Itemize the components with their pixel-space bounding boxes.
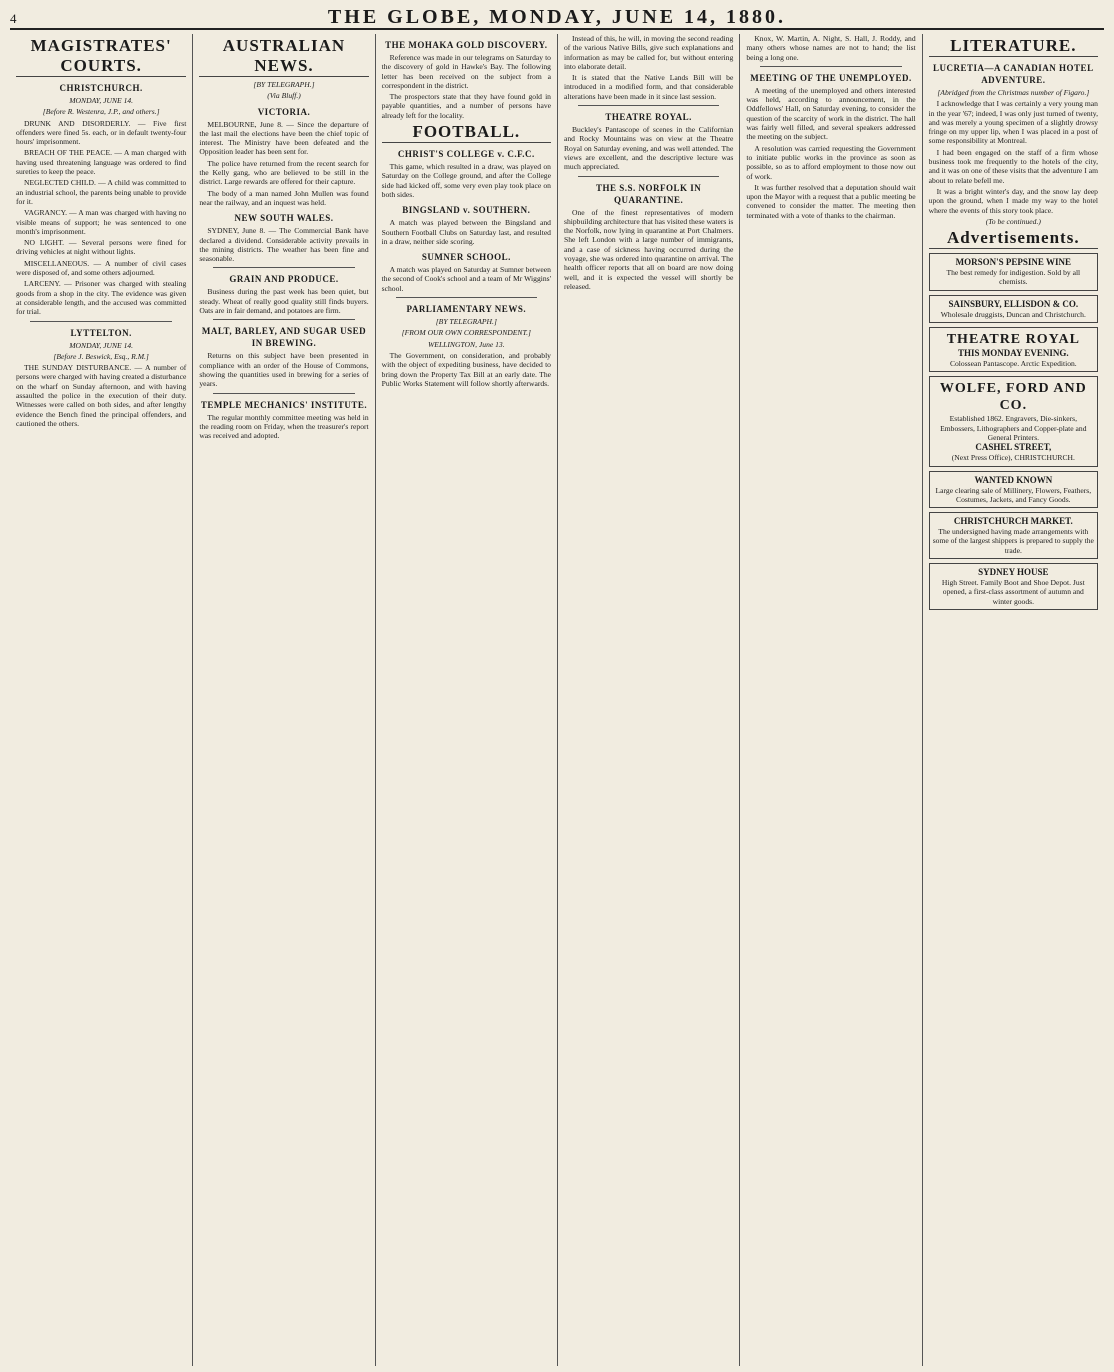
ad-text: The undersigned having made arrangements with some of the largest shippers is prepared to supply the trade. xyxy=(932,527,1094,555)
continued-note: (To be continued.) xyxy=(985,216,1041,226)
divider xyxy=(578,176,719,177)
paragraph: NEGLECTED CHILD. — A child was committed to an industrial school, the parents being unable to provide for it. xyxy=(16,178,187,206)
paragraph: A resolution was carried requesting the Government to initiate public works in the province as soon as possible, so as to afford employment to those now out of work. xyxy=(746,143,916,181)
sub-heading: PARLIAMENTARY NEWS. xyxy=(406,304,527,315)
ad-text: Colossean Pantascope. Arctic Expedition. xyxy=(949,359,1077,369)
paragraph: The police have returned from the recent search for the Kelly gang, who are believed to be still in the district. Large rewards are offered for their capture. xyxy=(199,158,369,187)
column-4 xyxy=(557,34,739,1366)
divider xyxy=(578,105,719,106)
sub-heading: THE MOHAKA GOLD DISCOVERY. xyxy=(385,40,548,50)
paragraph: It was a bright winter's day, and the snow lay deep upon the ground, when I made my way to the hotel where the events of this story took place. xyxy=(928,186,1098,215)
ad-text: Established 1862. Engravers, Die-sinkers, Embossers, Lithographers and Copper-plate and General Printers. xyxy=(940,414,1087,442)
masthead xyxy=(10,6,1104,30)
column-5 xyxy=(739,34,921,1366)
sub-heading: TEMPLE MECHANICS' INSTITUTE. xyxy=(200,399,368,410)
paragraph: It is stated that the Native Lands Bill will be introduced in a modified form, and that considerable alterations have been made in it since last session. xyxy=(563,73,734,101)
date-line: MONDAY, JUNE 14. xyxy=(69,96,134,105)
sub-heading: NEW SOUTH WALES. xyxy=(234,213,334,224)
columns xyxy=(10,34,1104,1366)
column-2 xyxy=(192,34,374,1366)
newspaper-title: THE GLOBE, MONDAY, JUNE 14, 1880. xyxy=(327,6,787,28)
paragraph: It was further resolved that a deputation should wait upon the Mayor with a request that a public meeting be convened to consider the matter. The meeting then terminated with a vote of thanks to the chairman. xyxy=(746,182,916,220)
advertisement xyxy=(929,253,1098,291)
paragraph: BREACH OF THE PEACE. — A man charged with having used threatening language was ordered to find sureties to keep the peace. xyxy=(16,148,187,177)
ad-title: SYDNEY HOUSE xyxy=(978,567,1049,578)
paragraph: THE SUNDAY DISTURBANCE. — A number of persons were charged with having created a disturbance on the wharf on Sunday afternoon, and with having assaulted the police in the execution of their duty. Witnesses were called on both sides, and after lengthy evidence the Bench fined the principal offenders, and cautioned the others. xyxy=(16,363,187,428)
paragraph: DRUNK AND DISORDERLY. — Five first offenders were fined 5s. each, or in default twenty-four hours' imprisonment. xyxy=(16,118,187,147)
date-line: WELLINGTON, June 13. xyxy=(427,339,505,349)
byline: [FROM OUR OWN CORRESPONDENT.] xyxy=(401,328,531,338)
via-line: (Via Bluff.) xyxy=(267,91,301,101)
paragraph: MISCELLANEOUS. — A number of civil cases were disposed of, and some others adjourned. xyxy=(16,258,187,278)
paragraph: Business during the past week has been quiet, but steady. Wheat of really good quality still finds buyers. Oats are in fair demand, and potatoes are firm. xyxy=(199,287,369,316)
paragraph: Buckley's Pantascope of scenes in the Californian and Rocky Mountains was on view at the Theatre Royal on Saturday evening, and was well attended. The views are excellent, and the descriptive lecture was much appreciated. xyxy=(563,125,734,172)
sub-heading: GRAIN AND PRODUCE. xyxy=(229,274,339,285)
divider xyxy=(213,267,354,268)
sub-heading: THE S.S. NORFOLK IN QUARANTINE. xyxy=(596,182,702,205)
paragraph: I had been engaged on the staff of a firm whose business took me frequently to the hotels of the city, and it was on one of these visits that the adventure I am about to relate befell me. xyxy=(928,147,1098,185)
page-number: 4 xyxy=(10,11,17,26)
divider xyxy=(213,393,354,394)
ad-title: SAINSBURY, ELLISDON & CO. xyxy=(948,298,1079,309)
section-heading: LITERATURE. xyxy=(929,36,1098,57)
sub-heading: THEATRE ROYAL. xyxy=(605,112,692,123)
paragraph: NO LIGHT. — Several persons were fined for driving vehicles at night without lights. xyxy=(16,238,187,257)
ad-text: High Street. Family Boot and Shoe Depot. Just opened, a first-class assortment of autumn and winter goods. xyxy=(941,578,1085,606)
divider xyxy=(760,66,901,67)
advertisement xyxy=(929,471,1098,509)
ad-text: Large clearing sale of Millinery, Flowers, Feathers, Costumes, Jackets, and Fancy Goods. xyxy=(935,485,1092,504)
section-heading: AUSTRALIAN NEWS. xyxy=(199,36,368,77)
column-6 xyxy=(922,34,1104,1366)
bench-line: [Before J. Beswick, Esq., R.M.] xyxy=(53,351,149,361)
divider xyxy=(396,297,537,298)
ad-title: THEATRE ROYAL xyxy=(946,332,1080,348)
paragraph: A meeting of the unemployed and others interested was held, according to announcement, in the Oddfellows' Hall, on Saturday evening, to consider the question of the scarcity of work in the district. The hall was fairly well filled, and several speakers addressed the meeting on the subject. xyxy=(746,85,916,142)
paragraph: A match was played on Saturday at Sumner between the second of Cook's school and a team of Mr Wiggins' school. xyxy=(381,265,551,293)
paragraph: LARCENY. — Prisoner was charged with stealing goods from a shop in the city. The evidence was given at considerable length, and the accused was committed for trial. xyxy=(16,279,187,317)
sub-heading: MALT, BARLEY, AND SUGAR USED IN BREWING. xyxy=(201,326,367,349)
divider xyxy=(213,319,354,320)
paragraph: A match was played between the Bingsland and Southern Football Clubs on Saturday last, and resulted in a draw, neither side scoring. xyxy=(381,218,551,246)
ad-title: MORSON'S PEPSINE WINE xyxy=(955,257,1071,268)
bench-line: [Before R. Westenra, J.P., and others.] xyxy=(42,107,160,117)
paragraph: The body of a man named John Mullen was found near the railway, and an inquest was held. xyxy=(199,188,369,207)
sub-heading: LUCRETIA—A CANADIAN HOTEL ADVENTURE. xyxy=(933,63,1094,85)
ad-subtitle: CASHEL STREET, xyxy=(975,442,1052,453)
paragraph: Reference was made in our telegrams on Saturday to the discovery of gold in Hawke's Bay. The following letter has been received on the subject from a correspondent in the district. xyxy=(381,53,551,90)
section-heading: FOOTBALL. xyxy=(382,122,551,143)
sub-heading: CHRIST'S COLLEGE v. C.F.C. xyxy=(397,149,535,160)
column-1 xyxy=(10,34,192,1366)
sub-heading: MEETING OF THE UNEMPLOYED. xyxy=(750,72,912,83)
advertisement xyxy=(929,512,1098,559)
ad-text: (Next Press Office), CHRISTCHURCH. xyxy=(951,453,1075,463)
section-heading: MAGISTRATES' COURTS. xyxy=(16,36,186,77)
sub-heading: SUMNER SCHOOL. xyxy=(421,252,511,263)
paragraph: This game, which resulted in a draw, was played on Saturday on the College ground, and after the College side had kicked off, some very even play took place on both sides. xyxy=(381,162,551,199)
paragraph: One of the finest representatives of modern shipbuilding architecture that has visited these waters is the Norfolk, now lying in quarantine at Port Chalmers. She left London with a large number of immigrants, and a case of sickness having occurred during the voyage, she was ordered into quarantine on arrival. The health officer reports that all on board are now doing well, and it is expected the vessel will shortly be released. xyxy=(563,207,734,291)
paragraph: SYDNEY, June 8. — The Commercial Bank have declared a dividend. Considerable activity prevails in the mining districts. The weather has been fine and seasonable. xyxy=(199,226,369,264)
paragraph: The Government, on consideration, and probably with the object of expediting business, have decided to bring down the Property Tax Bill at an early date. The Public Works Statement will follow shortly afterwards. xyxy=(381,350,551,388)
advertisement xyxy=(929,327,1098,372)
advertisement xyxy=(929,295,1098,323)
paragraph: The regular monthly committee meeting was held in the reading room on Friday, when the treasurer's report was received and adopted. xyxy=(199,412,369,441)
paragraph: I acknowledge that I was certainly a very young man in the year '67; indeed, I was only just turned of twenty, and was merely a young specimen of a slightly drowsy fringe on my upper lip, when I was placed in a post of some responsibility at Montreal. xyxy=(928,99,1098,146)
advertisement xyxy=(929,563,1098,610)
source-line: [Abridged from the Christmas number of Figaro.] xyxy=(937,88,1090,97)
paragraph: Instead of this, he will, in moving the second reading of the various Native Bills, give such explanations and information as may be called for, but without entering into elaborate detail. xyxy=(563,34,734,71)
divider xyxy=(30,321,172,322)
paragraph: VAGRANCY. — A man was charged with having no visible means of support; he was sentenced to one month's imprisonment. xyxy=(16,208,187,236)
paragraph: MELBOURNE, June 8. — Since the departure of the last mail the elections have been the chief topic of interest. The Ministry have been defeated and the Opposition leader has been sent for. xyxy=(199,119,369,157)
sub-heading: BINGSLAND v. SOUTHERN. xyxy=(402,205,531,216)
advertisement xyxy=(929,376,1098,466)
column-3 xyxy=(375,34,557,1366)
sub-heading: LYTTELTON. xyxy=(70,327,132,338)
ad-title: CHRISTCHURCH MARKET. xyxy=(953,516,1073,527)
advertisements-heading: Advertisements. xyxy=(929,228,1098,249)
ad-subtitle: THIS MONDAY EVENING. xyxy=(958,348,1069,359)
sub-heading: VICTORIA. xyxy=(257,106,311,117)
paragraph: Knox, W. Martin, A. Night, S. Hall, J. Roddy, and many others whose names are not to hand; the list being a long one. xyxy=(746,34,916,62)
paragraph: The prospectors state that they have found gold in payable quantities, and a number of persons have already left for the locality. xyxy=(381,92,551,120)
sub-heading: CHRISTCHURCH. xyxy=(59,83,143,93)
ad-title: WANTED KNOWN xyxy=(974,474,1053,485)
byline: [BY TELEGRAPH.] xyxy=(253,80,315,89)
ad-title: WOLFE, FORD AND CO. xyxy=(939,381,1087,414)
byline: [BY TELEGRAPH.] xyxy=(435,317,497,327)
ad-text: Wholesale druggists, Duncan and Christchurch. xyxy=(940,309,1086,319)
date-line: MONDAY, JUNE 14. xyxy=(69,340,134,350)
paragraph: Returns on this subject have been presented in compliance with an order of the House of Commons, showing the quantities used in brewing for a series of years. xyxy=(199,351,369,389)
ad-text: The best remedy for indigestion. Sold by all chemists. xyxy=(946,268,1081,287)
